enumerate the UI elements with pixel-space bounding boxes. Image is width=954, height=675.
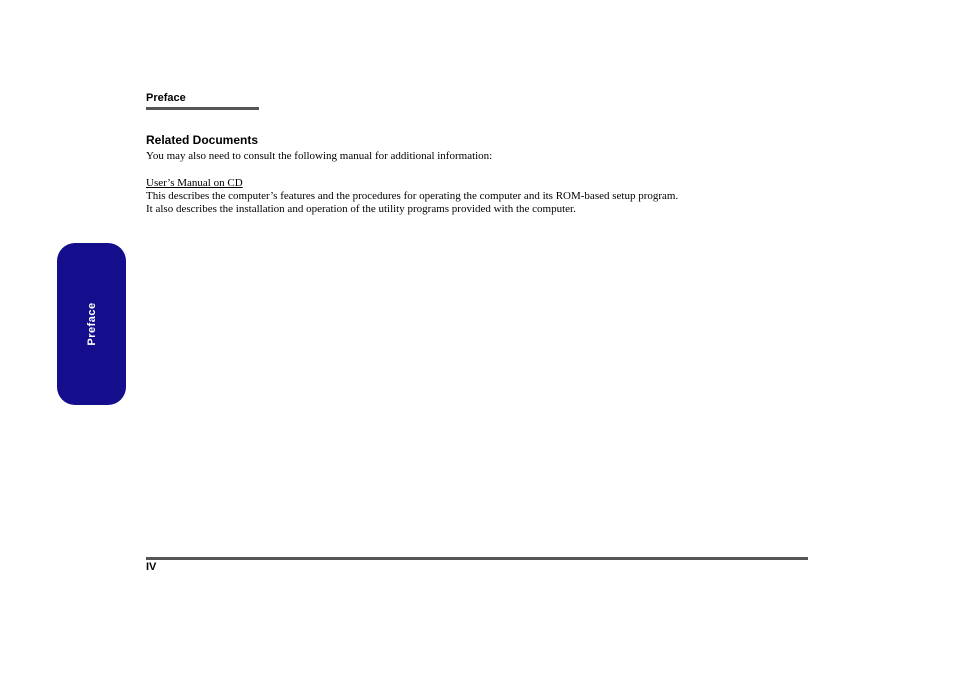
related-document-description-line-2: It also describes the installation and operation of the utility programs provided with the computer.	[146, 203, 576, 215]
page-number: IV	[146, 561, 157, 573]
running-header: Preface	[146, 92, 186, 104]
section-intro: You may also need to consult the following manual for additional information:	[146, 150, 493, 162]
section-title: Related Documents	[146, 133, 259, 147]
related-document-description-line-1: This describes the computer’s features and the procedures for operating the computer and its ROM-based setup program.	[146, 190, 679, 202]
header-rule	[146, 107, 259, 110]
footer-rule	[146, 557, 808, 560]
related-document-title: User’s Manual on CD	[146, 177, 243, 189]
chapter-side-tab-label: Preface	[85, 302, 98, 346]
chapter-side-tab	[57, 243, 126, 405]
